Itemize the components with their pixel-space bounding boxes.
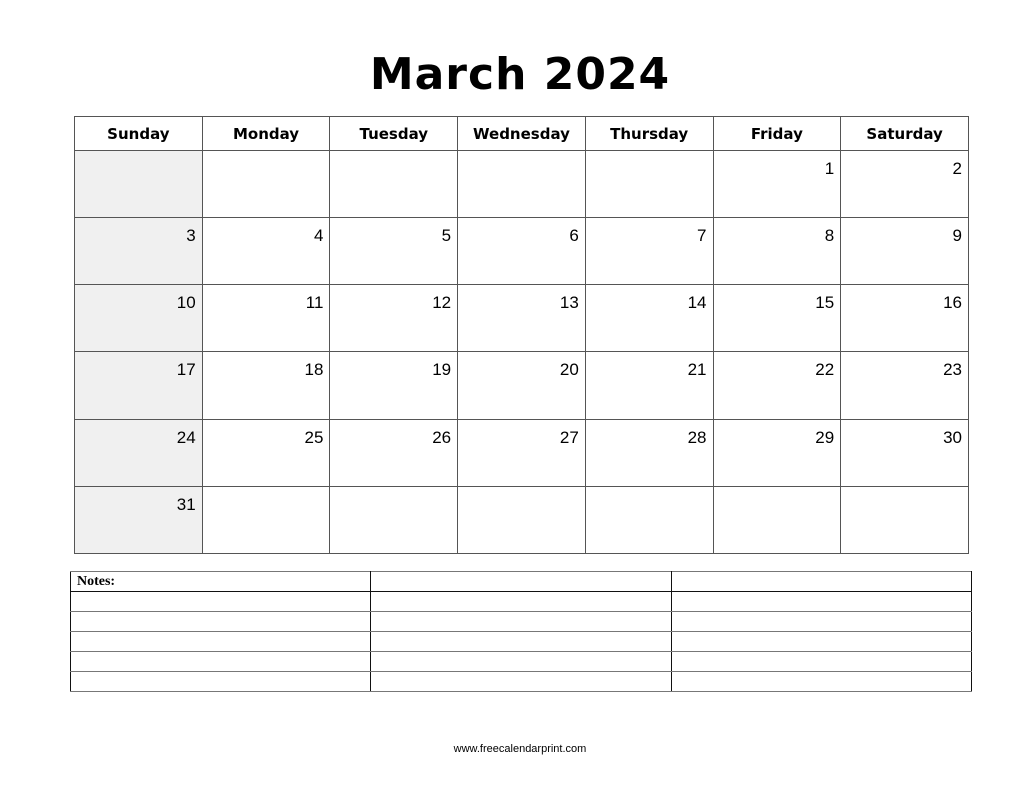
day-number: 12 <box>432 293 452 313</box>
day-number <box>330 487 457 495</box>
day-number: 11 <box>305 293 324 313</box>
day-cell <box>330 352 458 419</box>
day-number: 4 <box>313 226 324 246</box>
weekday-thursday: Thursday <box>585 117 713 151</box>
day-cell <box>713 285 841 352</box>
day-number <box>714 487 841 495</box>
notes-cell <box>671 572 971 592</box>
week-row <box>75 218 969 285</box>
notes-table <box>70 571 972 692</box>
day-number: 13 <box>559 293 579 313</box>
notes-row <box>71 652 972 672</box>
day-cell <box>330 151 458 218</box>
day-number <box>841 487 968 495</box>
day-number <box>586 151 713 159</box>
day-number: 31 <box>176 494 196 514</box>
day-number <box>458 151 585 159</box>
day-cell <box>585 486 713 553</box>
day-number: 6 <box>569 226 579 246</box>
day-number <box>458 487 585 495</box>
notes-cell <box>71 612 371 632</box>
day-number: 27 <box>559 427 579 447</box>
day-cell <box>458 419 586 486</box>
day-cell <box>585 285 713 352</box>
day-cell <box>75 486 203 553</box>
notes-cell <box>671 652 971 672</box>
week-row <box>75 486 969 553</box>
day-cell <box>330 419 458 486</box>
day-number <box>75 151 202 159</box>
day-cell <box>841 486 969 553</box>
day-cell <box>458 285 586 352</box>
day-cell <box>713 151 841 218</box>
day-cell <box>585 218 713 285</box>
week-row <box>75 285 969 352</box>
weekday-saturday: Saturday <box>841 117 969 151</box>
day-cell <box>841 419 969 486</box>
day-number: 20 <box>559 360 579 380</box>
day-number: 25 <box>304 427 324 447</box>
day-number: 24 <box>176 427 196 447</box>
day-cell <box>75 419 203 486</box>
day-cell <box>75 218 203 285</box>
day-number <box>330 151 457 159</box>
calendar-grid <box>74 116 969 554</box>
day-number: 9 <box>952 226 962 246</box>
notes-cell <box>371 632 671 652</box>
notes-cell <box>71 632 371 652</box>
notes-cell <box>71 652 371 672</box>
day-cell <box>458 218 586 285</box>
day-number <box>586 487 713 495</box>
notes-cell <box>371 652 671 672</box>
notes-row <box>71 632 972 652</box>
day-cell <box>841 352 969 419</box>
day-cell <box>75 352 203 419</box>
day-cell <box>841 218 969 285</box>
day-cell <box>202 352 330 419</box>
notes-row <box>71 572 972 592</box>
notes-cell <box>71 672 371 692</box>
day-cell <box>713 419 841 486</box>
notes-cell <box>71 592 371 612</box>
day-number: 30 <box>943 427 962 447</box>
page-title: March 2024 <box>369 49 671 100</box>
day-cell <box>458 151 586 218</box>
notes-cell <box>371 592 671 612</box>
notes-cell <box>371 672 671 692</box>
day-cell <box>713 486 841 553</box>
weekday-tuesday: Tuesday <box>330 117 458 151</box>
notes-row <box>71 592 972 612</box>
day-number: 21 <box>687 360 707 380</box>
day-cell <box>841 285 969 352</box>
day-number: 16 <box>943 293 962 313</box>
weekday-wednesday: Wednesday <box>458 117 586 151</box>
day-number: 18 <box>304 360 324 380</box>
notes-label: Notes: <box>71 572 371 592</box>
day-number <box>203 487 330 495</box>
day-number: 23 <box>943 360 962 380</box>
day-cell <box>713 352 841 419</box>
weekday-header-row <box>75 117 969 151</box>
week-row <box>75 151 969 218</box>
day-cell <box>585 352 713 419</box>
day-cell <box>202 486 330 553</box>
day-cell <box>202 419 330 486</box>
day-cell <box>75 151 203 218</box>
day-number: 29 <box>815 427 835 447</box>
notes-cell <box>371 612 671 632</box>
week-row <box>75 352 969 419</box>
notes-cell <box>671 672 971 692</box>
weekday-monday: Monday <box>202 117 330 151</box>
notes-cell <box>371 572 671 592</box>
day-cell <box>585 151 713 218</box>
day-cell <box>458 486 586 553</box>
notes-cell <box>671 612 971 632</box>
day-cell <box>458 352 586 419</box>
day-cell <box>330 285 458 352</box>
day-cell <box>841 151 969 218</box>
footer-url: www.freecalendarprint.com <box>453 743 587 755</box>
day-cell <box>202 285 330 352</box>
day-number: 2 <box>952 159 962 178</box>
day-number: 17 <box>176 360 196 380</box>
day-cell <box>75 285 203 352</box>
day-number: 7 <box>697 226 707 246</box>
weekday-friday: Friday <box>713 117 841 151</box>
day-number: 3 <box>186 226 196 246</box>
day-number: 8 <box>824 226 835 246</box>
day-number: 1 <box>824 159 835 178</box>
day-number: 26 <box>432 427 452 447</box>
notes-row <box>71 672 972 692</box>
notes-cell <box>671 632 971 652</box>
day-number: 28 <box>687 427 707 447</box>
notes-cell <box>671 592 971 612</box>
day-cell <box>202 151 330 218</box>
day-number: 14 <box>687 293 707 313</box>
day-cell <box>330 218 458 285</box>
weekday-sunday: Sunday <box>75 117 203 151</box>
notes-row <box>71 612 972 632</box>
day-number: 5 <box>441 226 452 246</box>
day-number: 15 <box>815 293 835 313</box>
day-number: 19 <box>432 360 452 380</box>
week-row <box>75 419 969 486</box>
day-number <box>203 151 330 159</box>
day-number: 10 <box>176 293 196 313</box>
day-cell <box>713 218 841 285</box>
day-cell <box>202 218 330 285</box>
day-cell <box>330 486 458 553</box>
day-cell <box>585 419 713 486</box>
day-number: 22 <box>815 360 835 380</box>
